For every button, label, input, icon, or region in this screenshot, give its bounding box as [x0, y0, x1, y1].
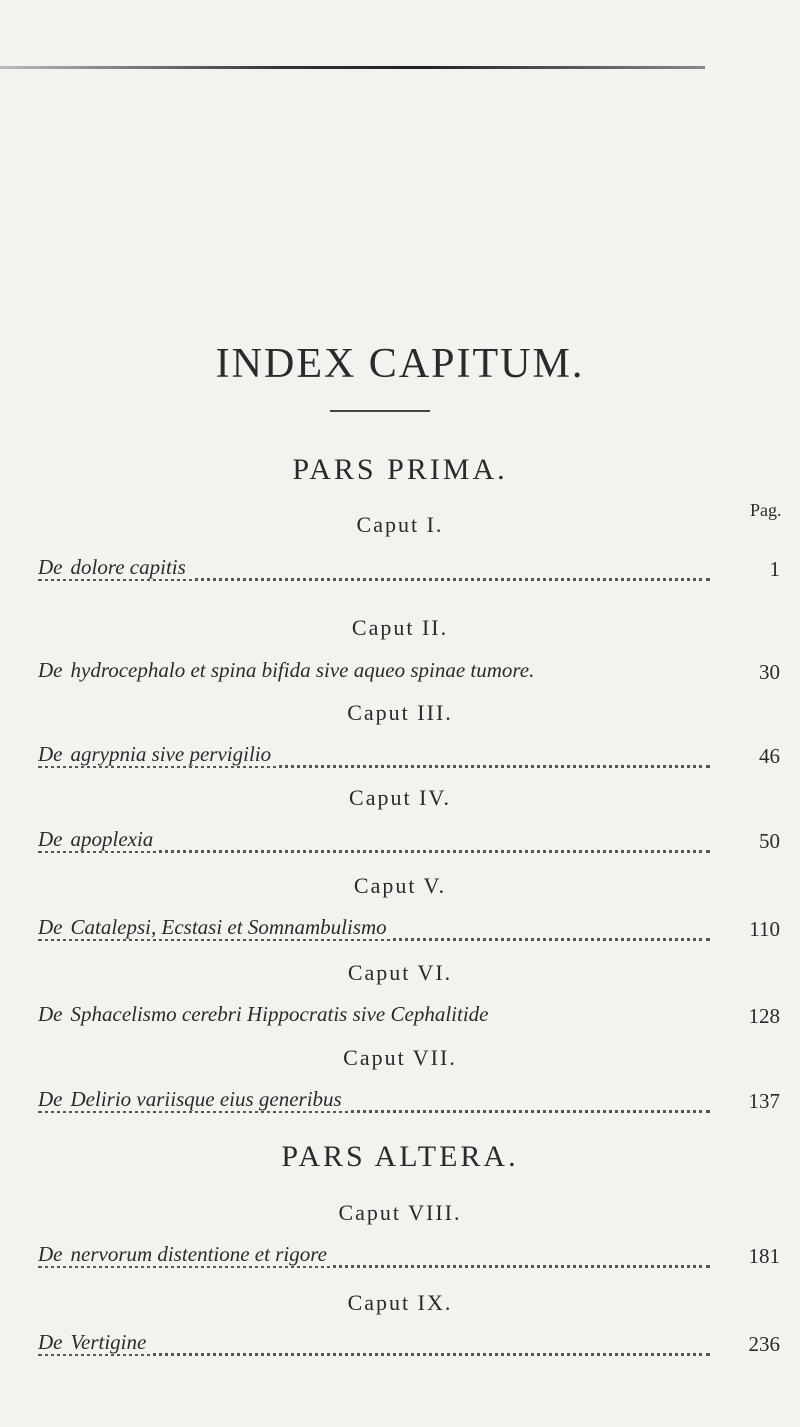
chapter-entry — [38, 1330, 780, 1360]
entry-page: 110 — [720, 917, 780, 942]
entry-text: nervorum distentione et rigore — [70, 1242, 327, 1266]
entry-page: 50 — [720, 829, 780, 854]
chapter-heading: Caput IX. — [347, 1290, 453, 1315]
entry-text: apoplexia — [70, 827, 154, 851]
chapter-heading: Caput VIII. — [338, 1200, 462, 1225]
entry-de: De — [38, 555, 63, 579]
chapter-heading: Caput II. — [351, 615, 449, 640]
chapter-entry — [38, 1242, 780, 1272]
chapter-entry — [38, 915, 780, 945]
part-title: PARS ALTERA. — [281, 1140, 519, 1173]
entry-text: Delirio variisque eius generibus — [70, 1087, 342, 1111]
chapter-heading: Caput I. — [356, 512, 444, 537]
entry-page: 181 — [720, 1244, 780, 1269]
entry-de: De — [38, 1242, 63, 1266]
chapter-heading: Caput III. — [347, 700, 453, 725]
top-rule — [0, 66, 705, 69]
chapter-heading: Caput VII. — [343, 1045, 457, 1070]
entry-de: De — [38, 1087, 63, 1111]
chapter-entry — [38, 742, 780, 772]
entry-page: 30 — [720, 660, 780, 685]
part-title: PARS PRIMA. — [292, 453, 508, 486]
index-title: INDEX CAPITUM. — [215, 341, 585, 387]
entry-text: Catalepsi, Ecstasi et Somnambulismo — [70, 915, 387, 939]
entry-page: 137 — [720, 1089, 780, 1114]
entry-page: 1 — [720, 557, 780, 582]
entry-page: 46 — [720, 744, 780, 769]
chapter-heading: Caput V. — [353, 873, 447, 898]
chapter-heading: Caput VI. — [347, 960, 453, 985]
entry-de: De — [38, 827, 63, 851]
entry-text: Sphacelismo cerebri Hippocratis sive Cephalitide — [70, 1002, 489, 1026]
page-column-header: Pag. — [750, 500, 782, 520]
chapter-entry — [38, 1087, 780, 1117]
entry-page: 128 — [720, 1004, 780, 1029]
chapter-entry — [38, 555, 780, 585]
entry-text: Vertigine — [70, 1330, 147, 1354]
entry-de: De — [38, 742, 63, 766]
title-rule — [330, 410, 430, 412]
chapter-heading: Caput IV. — [349, 785, 451, 810]
chapter-entry — [38, 1002, 780, 1032]
entry-text: hydrocephalo et spina bifida sive aqueo spinae tumore. — [70, 658, 535, 682]
chapter-entry — [38, 658, 780, 688]
chapter-entry — [38, 827, 780, 857]
entry-de: De — [38, 658, 63, 682]
entry-text: dolore capitis — [70, 555, 186, 579]
entry-text: agrypnia sive pervigilio — [70, 742, 272, 766]
entry-de: De — [38, 1330, 63, 1354]
entry-page: 236 — [720, 1332, 780, 1357]
entry-de: De — [38, 1002, 63, 1026]
entry-de: De — [38, 915, 63, 939]
